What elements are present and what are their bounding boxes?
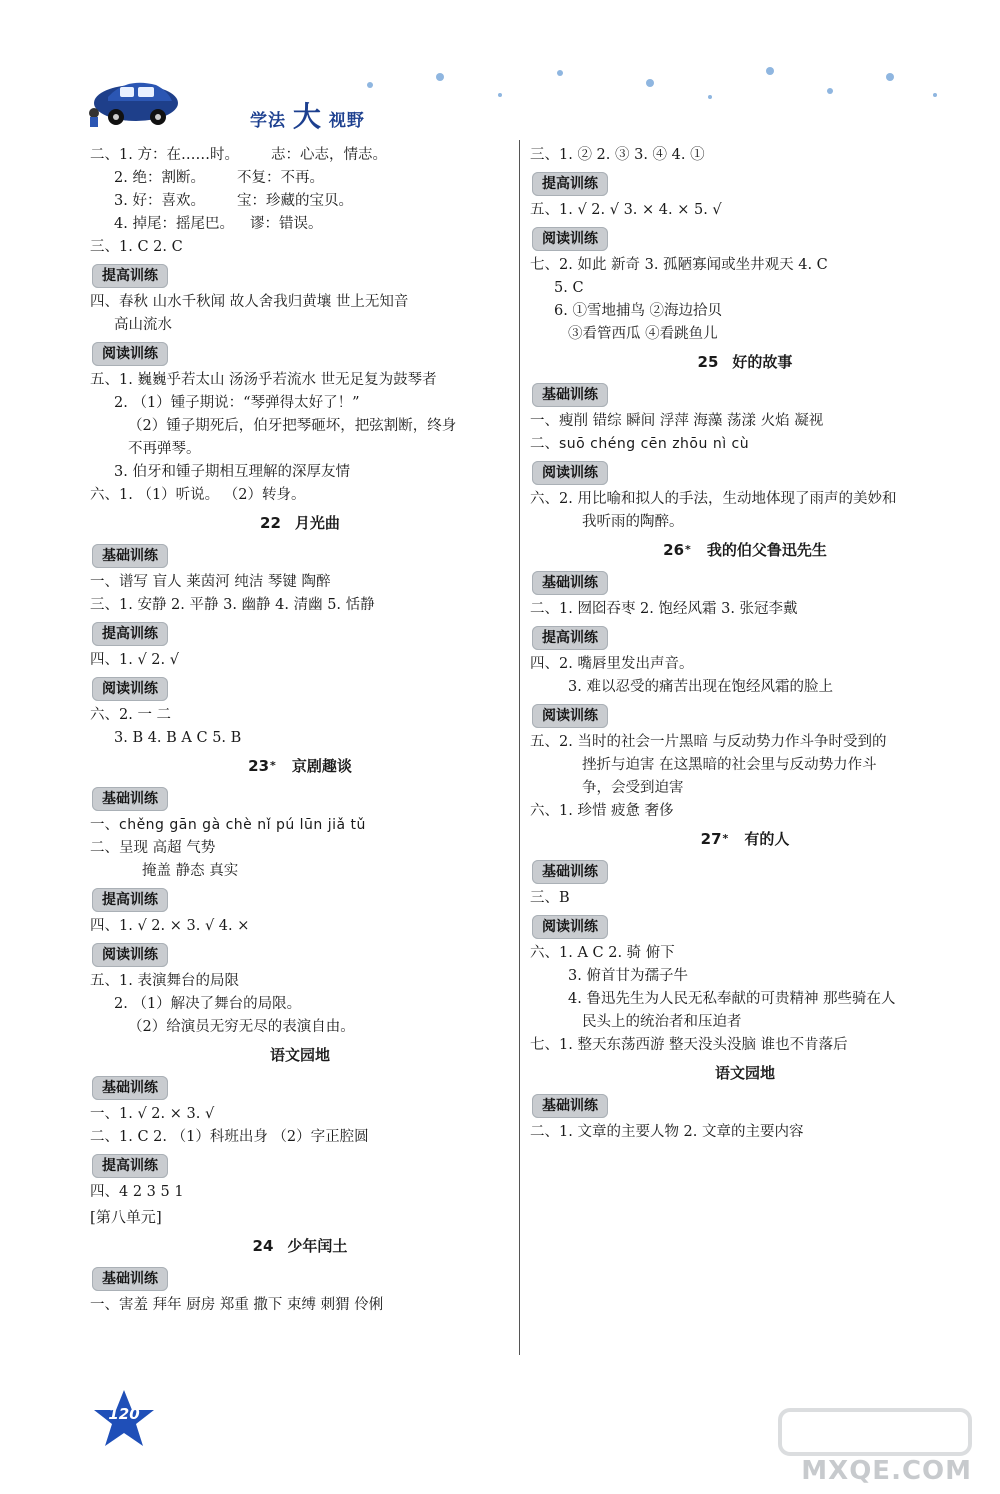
section-badge: 基础训练 bbox=[92, 787, 168, 811]
answer-line: 不再弹琴。 bbox=[128, 441, 201, 457]
answer-line: 6. ①雪地捕鸟 ②海边拾贝 bbox=[554, 303, 723, 319]
answer-line: 六、1. （1）听说。 （2）转身。 bbox=[90, 487, 306, 503]
answer-line: 三、1. ② 2. ③ 3. ④ 4. ① bbox=[530, 147, 705, 163]
section-badge: 阅读训练 bbox=[532, 227, 608, 251]
answer-line: 3. 俯首甘为孺子牛 bbox=[568, 968, 688, 984]
answer-line: 2. 绝：割断。 不复：不再。 bbox=[114, 170, 324, 186]
answer-line: 民头上的统治者和压迫者 bbox=[582, 1014, 742, 1030]
section-badge: 阅读训练 bbox=[92, 342, 168, 366]
answer-line: 一、瘦削 错综 瞬间 浮萍 海藻 荡漾 火焰 凝视 bbox=[530, 413, 824, 429]
answer-line: 四、4 2 3 5 1 bbox=[90, 1184, 184, 1200]
answer-line: 3. 好：喜欢。 宝：珍藏的宝贝。 bbox=[114, 193, 353, 209]
unit-heading: [第八单元] bbox=[90, 1208, 162, 1226]
answer-line: 掩盖 静态 真实 bbox=[142, 863, 239, 879]
section-badge: 基础训练 bbox=[532, 571, 608, 595]
answer-line: 3. B 4. B A C 5. B bbox=[114, 730, 242, 746]
section-badge: 提高训练 bbox=[532, 626, 608, 650]
section-badge: 基础训练 bbox=[92, 1267, 168, 1291]
lesson-title: 22 月光曲 bbox=[260, 514, 340, 532]
section-badge: 阅读训练 bbox=[532, 461, 608, 485]
answer-line: 3. 伯牙和锺子期相互理解的深厚友情 bbox=[114, 464, 350, 480]
lesson-title: 23* 京剧趣谈 bbox=[248, 757, 352, 775]
answer-line: 4. 鲁迅先生为人民无私奉献的可贵精神 那些骑在人 bbox=[568, 991, 896, 1007]
answer-line: 三、B bbox=[530, 890, 570, 906]
answer-line: 一、chěng gān gà chè nǐ pú lūn jiǎ tǔ bbox=[90, 817, 366, 833]
lesson-title: 24 少年闰土 bbox=[252, 1237, 348, 1255]
section-badge: 提高训练 bbox=[92, 888, 168, 912]
section-badge: 基础训练 bbox=[532, 860, 608, 884]
answer-line: 五、1. 巍巍乎若太山 汤汤乎若流水 世无足复为鼓琴者 bbox=[90, 372, 437, 388]
page-number: 120 bbox=[108, 1405, 140, 1423]
answer-line: 七、2. 如此 新奇 3. 孤陋寡闻或坐井观天 4. C bbox=[530, 257, 828, 273]
answer-line: 挫折与迫害 在这黑暗的社会里与反动势力作斗 bbox=[582, 757, 877, 773]
answer-line: 六、2. 一 二 bbox=[90, 707, 172, 723]
answer-line: 五、1. 表演舞台的局限 bbox=[90, 973, 239, 989]
lesson-title: 25 好的故事 bbox=[697, 353, 793, 371]
sparkle-decoration-icon bbox=[350, 55, 950, 125]
section-badge: 提高训练 bbox=[92, 1154, 168, 1178]
answer-line: 六、2. 用比喻和拟人的手法，生动地体现了雨声的美妙和 bbox=[530, 491, 897, 507]
section-badge: 阅读训练 bbox=[532, 704, 608, 728]
answer-line: 七、1. 整天东荡西游 整天没头没脑 谁也不肯落后 bbox=[530, 1037, 848, 1053]
brand-text-2: 视野 bbox=[328, 111, 365, 131]
watermark-text: MXQE.COM bbox=[801, 1456, 972, 1486]
answer-line: 四、1. √ 2. √ bbox=[90, 652, 179, 668]
right-column bbox=[530, 144, 960, 1144]
answer-line: 5. C bbox=[554, 280, 584, 296]
section-badge: 阅读训练 bbox=[532, 915, 608, 939]
left-column bbox=[90, 144, 510, 1317]
section-badge: 阅读训练 bbox=[92, 943, 168, 967]
answer-line: 二、suō chéng cēn zhōu nì cù bbox=[530, 436, 750, 452]
answer-line: 二、呈现 高超 气势 bbox=[90, 840, 216, 856]
answer-line: 二、1. C 2. （1）科班出身 （2）字正腔圆 bbox=[90, 1129, 369, 1145]
answer-line: 一、谱写 盲人 莱茵河 纯洁 琴键 陶醉 bbox=[90, 574, 331, 590]
answer-line: 二、1. 方：在……时。 志：心志，情志。 bbox=[90, 147, 387, 163]
answer-line: 二、1. 文章的主要人物 2. 文章的主要内容 bbox=[530, 1124, 804, 1140]
lesson-title: 语文园地 bbox=[269, 1046, 330, 1064]
column-divider bbox=[519, 140, 520, 1355]
section-badge: 提高训练 bbox=[92, 622, 168, 646]
answer-line: 四、1. √ 2. × 3. √ 4. × bbox=[90, 918, 250, 934]
section-badge: 基础训练 bbox=[532, 383, 608, 407]
answer-line: 4. 掉尾：摇尾巴。 谬：错误。 bbox=[114, 216, 323, 232]
section-badge: 基础训练 bbox=[92, 1076, 168, 1100]
answer-line: 三、1. C 2. C bbox=[90, 239, 183, 255]
section-badge: 阅读训练 bbox=[92, 677, 168, 701]
answer-line: 一、1. √ 2. × 3. √ bbox=[90, 1106, 215, 1122]
answer-line: 争，会受到迫害 bbox=[582, 780, 684, 796]
answer-line: 六、1. 珍惜 疲惫 奢侈 bbox=[530, 803, 674, 819]
answer-line: （2）给演员无穷无尽的表演自由。 bbox=[128, 1019, 355, 1035]
answer-line: 五、2. 当时的社会一片黑暗 与反动势力作斗争时受到的 bbox=[530, 734, 887, 750]
answer-line: 四、2. 嘴唇里发出声音。 bbox=[530, 656, 694, 672]
answer-line: 高山流水 bbox=[114, 317, 172, 333]
section-badge: 提高训练 bbox=[92, 264, 168, 288]
answer-line: 2. （1）解决了舞台的局限。 bbox=[114, 996, 302, 1012]
answer-line: 四、春秋 山水千秋闻 故人舍我归黄壤 世上无知音 bbox=[90, 294, 409, 310]
answer-line: 五、1. √ 2. √ 3. × 4. × 5. √ bbox=[530, 202, 722, 218]
brand-text-1: 学法 bbox=[250, 111, 286, 131]
answer-line: 六、1. A C 2. 骑 俯下 bbox=[530, 945, 675, 961]
answer-line: 三、1. 安静 2. 平静 3. 幽静 4. 清幽 5. 恬静 bbox=[90, 597, 375, 613]
answer-line: 一、害羞 拜年 厨房 郑重 撒下 束缚 刺猬 伶俐 bbox=[90, 1297, 384, 1313]
section-badge: 提高训练 bbox=[532, 172, 608, 196]
answer-line: ③看管西瓜 ④看跳鱼儿 bbox=[568, 326, 718, 342]
lesson-title: 27* 有的人 bbox=[700, 830, 790, 848]
lesson-title: 26* 我的伯父鲁迅先生 bbox=[663, 541, 827, 559]
answer-line: 3. 难以忍受的痛苦出现在饱经风霜的脸上 bbox=[568, 679, 833, 695]
brand-title bbox=[250, 95, 365, 135]
section-badge: 基础训练 bbox=[532, 1094, 608, 1118]
lesson-title: 语文园地 bbox=[714, 1064, 775, 1082]
answer-line: （2）锺子期死后，伯牙把琴砸坏，把弦割断，终身 bbox=[128, 418, 457, 434]
answer-line: 我听雨的陶醉。 bbox=[582, 514, 684, 530]
brand-text-big: 大 bbox=[292, 100, 322, 133]
section-badge: 基础训练 bbox=[92, 544, 168, 568]
car-logo-icon bbox=[86, 73, 182, 129]
answer-line: 2. （1）锺子期说：“琴弹得太好了！” bbox=[114, 395, 360, 411]
answer-line: 二、1. 囫囵吞枣 2. 饱经风霜 3. 张冠李戴 bbox=[530, 601, 798, 617]
page-header bbox=[80, 55, 940, 135]
